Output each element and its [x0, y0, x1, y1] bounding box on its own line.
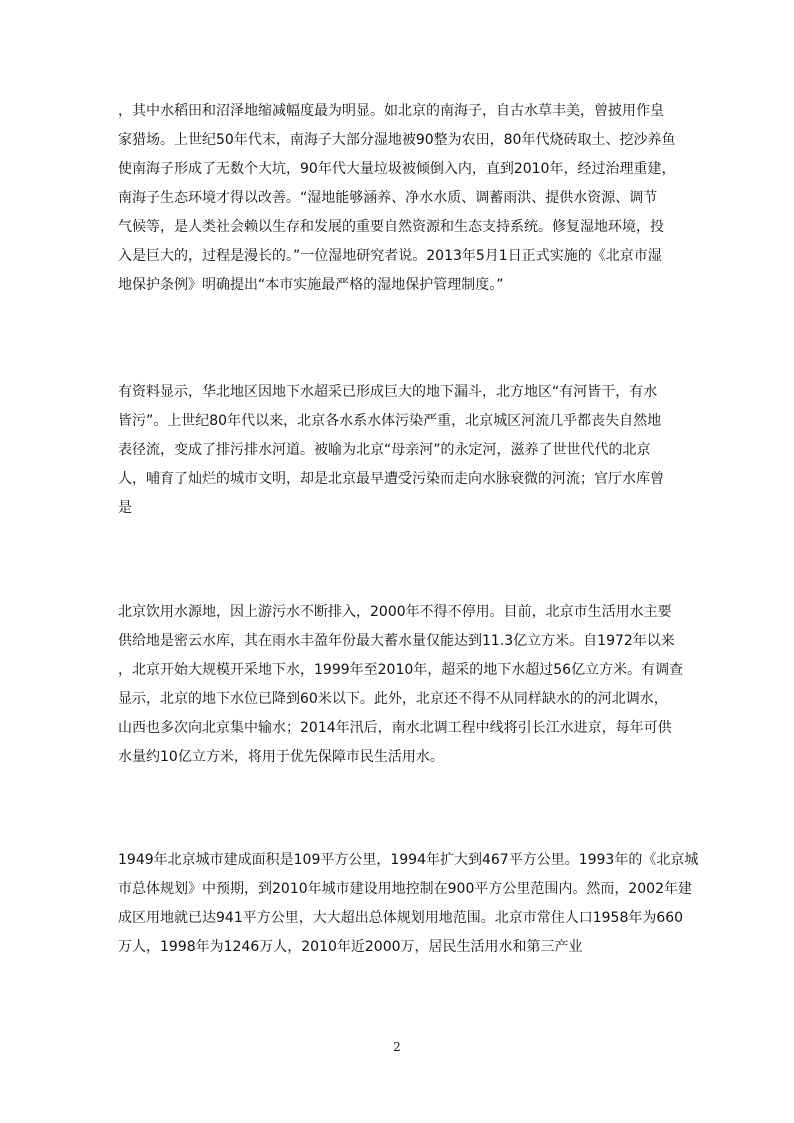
text-line: 1949年北京城市建成面积是109平方公里，1994年扩大到467平方公里。1993年的《北京城 — [118, 852, 699, 868]
text-line: 北京饮用水源地，因上游污水不断排入，2000年不得不停用。目前，北京市生活用水主要 — [118, 604, 672, 620]
text-line: 入是巨大的，过程是漫长的。”一位湿地研究者说。2013年5月1日正式实施的《北京市湿 — [118, 248, 662, 264]
paragraph-urban-expansion — [118, 846, 699, 962]
text-line: 家猎场。上世纪50年代末，南海子大部分湿地被90整为农田，80年代烧砖取土、挖沙养鱼 — [118, 132, 676, 148]
text-line: 南海子生态环境才得以改善。“湿地能够涵养、净水水质、调蓄雨洪、提供水资源、调节 — [118, 190, 658, 206]
paragraph-water-supply — [118, 598, 684, 772]
text-line: 市总体规划》中预期，到2010年城市建设用地控制在900平方公里范围内。然而，2002年建 — [118, 881, 692, 897]
text-line: 是 — [118, 500, 132, 516]
text-line: 山西也多次向北京集中输水；2014年汛后，南水北调工程中线将引长江水进京，每年可供 — [118, 720, 672, 736]
paragraph-groundwater-pollution — [118, 378, 676, 523]
text-line: 有资料显示，华北地区因地下水超采已形成巨大的地下漏斗，北方地区“有河皆干，有水 — [118, 384, 658, 400]
text-line: 万人，1998年为1246万人，2010年近2000万，居民生活用水和第三产业 — [118, 939, 583, 955]
paragraph-wetland-reduction — [118, 97, 676, 300]
text-line: 表径流，变成了排污排水河道。被喻为北京“母亲河”的永定河，滋养了世世代代的北京 — [118, 442, 651, 458]
text-line: ，其中水稻田和沼泽地缩减幅度最为明显。如北京的南海子，自古水草丰美，曾披用作皇 — [118, 103, 664, 119]
text-line: 水量约10亿立方米，将用于优先保障市民生活用水。 — [118, 749, 444, 765]
page-number: 2 — [393, 1040, 401, 1054]
text-line: 气候等，是人类社会赖以生存和发展的重要自然资源和生态支持系统。修复湿地环境，投 — [118, 219, 664, 235]
text-line: 供给地是密云水库，其在雨水丰盈年份最大蓄水量仅能达到11.3亿立方米。自1972年以来 — [118, 633, 675, 649]
text-line: 人，哺育了灿烂的城市文明，却是北京最早遭受污染而走向水脉衰微的河流；官厅水库曾 — [118, 471, 664, 487]
text-line: 显示，北京的地下水位已降到60米以下。此外，北京还不得不从同样缺水的的河北调水， — [118, 691, 668, 707]
text-line: 皆污”。上世纪80年代以来，北京各水系水体污染严重，北京城区河流几乎都丧失自然地 — [118, 413, 662, 429]
text-line: 使南海子形成了无数个大坑，90年代大量垃圾被倾倒入内，直到2010年，经过治理重建， — [118, 161, 676, 177]
text-line: 地保护条例》明确提出“本市实施最严格的湿地保护管理制度。” — [118, 277, 504, 293]
text-line: ，北京开始大规模开采地下水，1999年至2010年，超采的地下水超过56亿立方米。有调查 — [118, 662, 684, 678]
text-line: 成区用地就已达941平方公里，大大超出总体规划用地范围。北京市常住人口1958年为660 — [118, 910, 684, 926]
